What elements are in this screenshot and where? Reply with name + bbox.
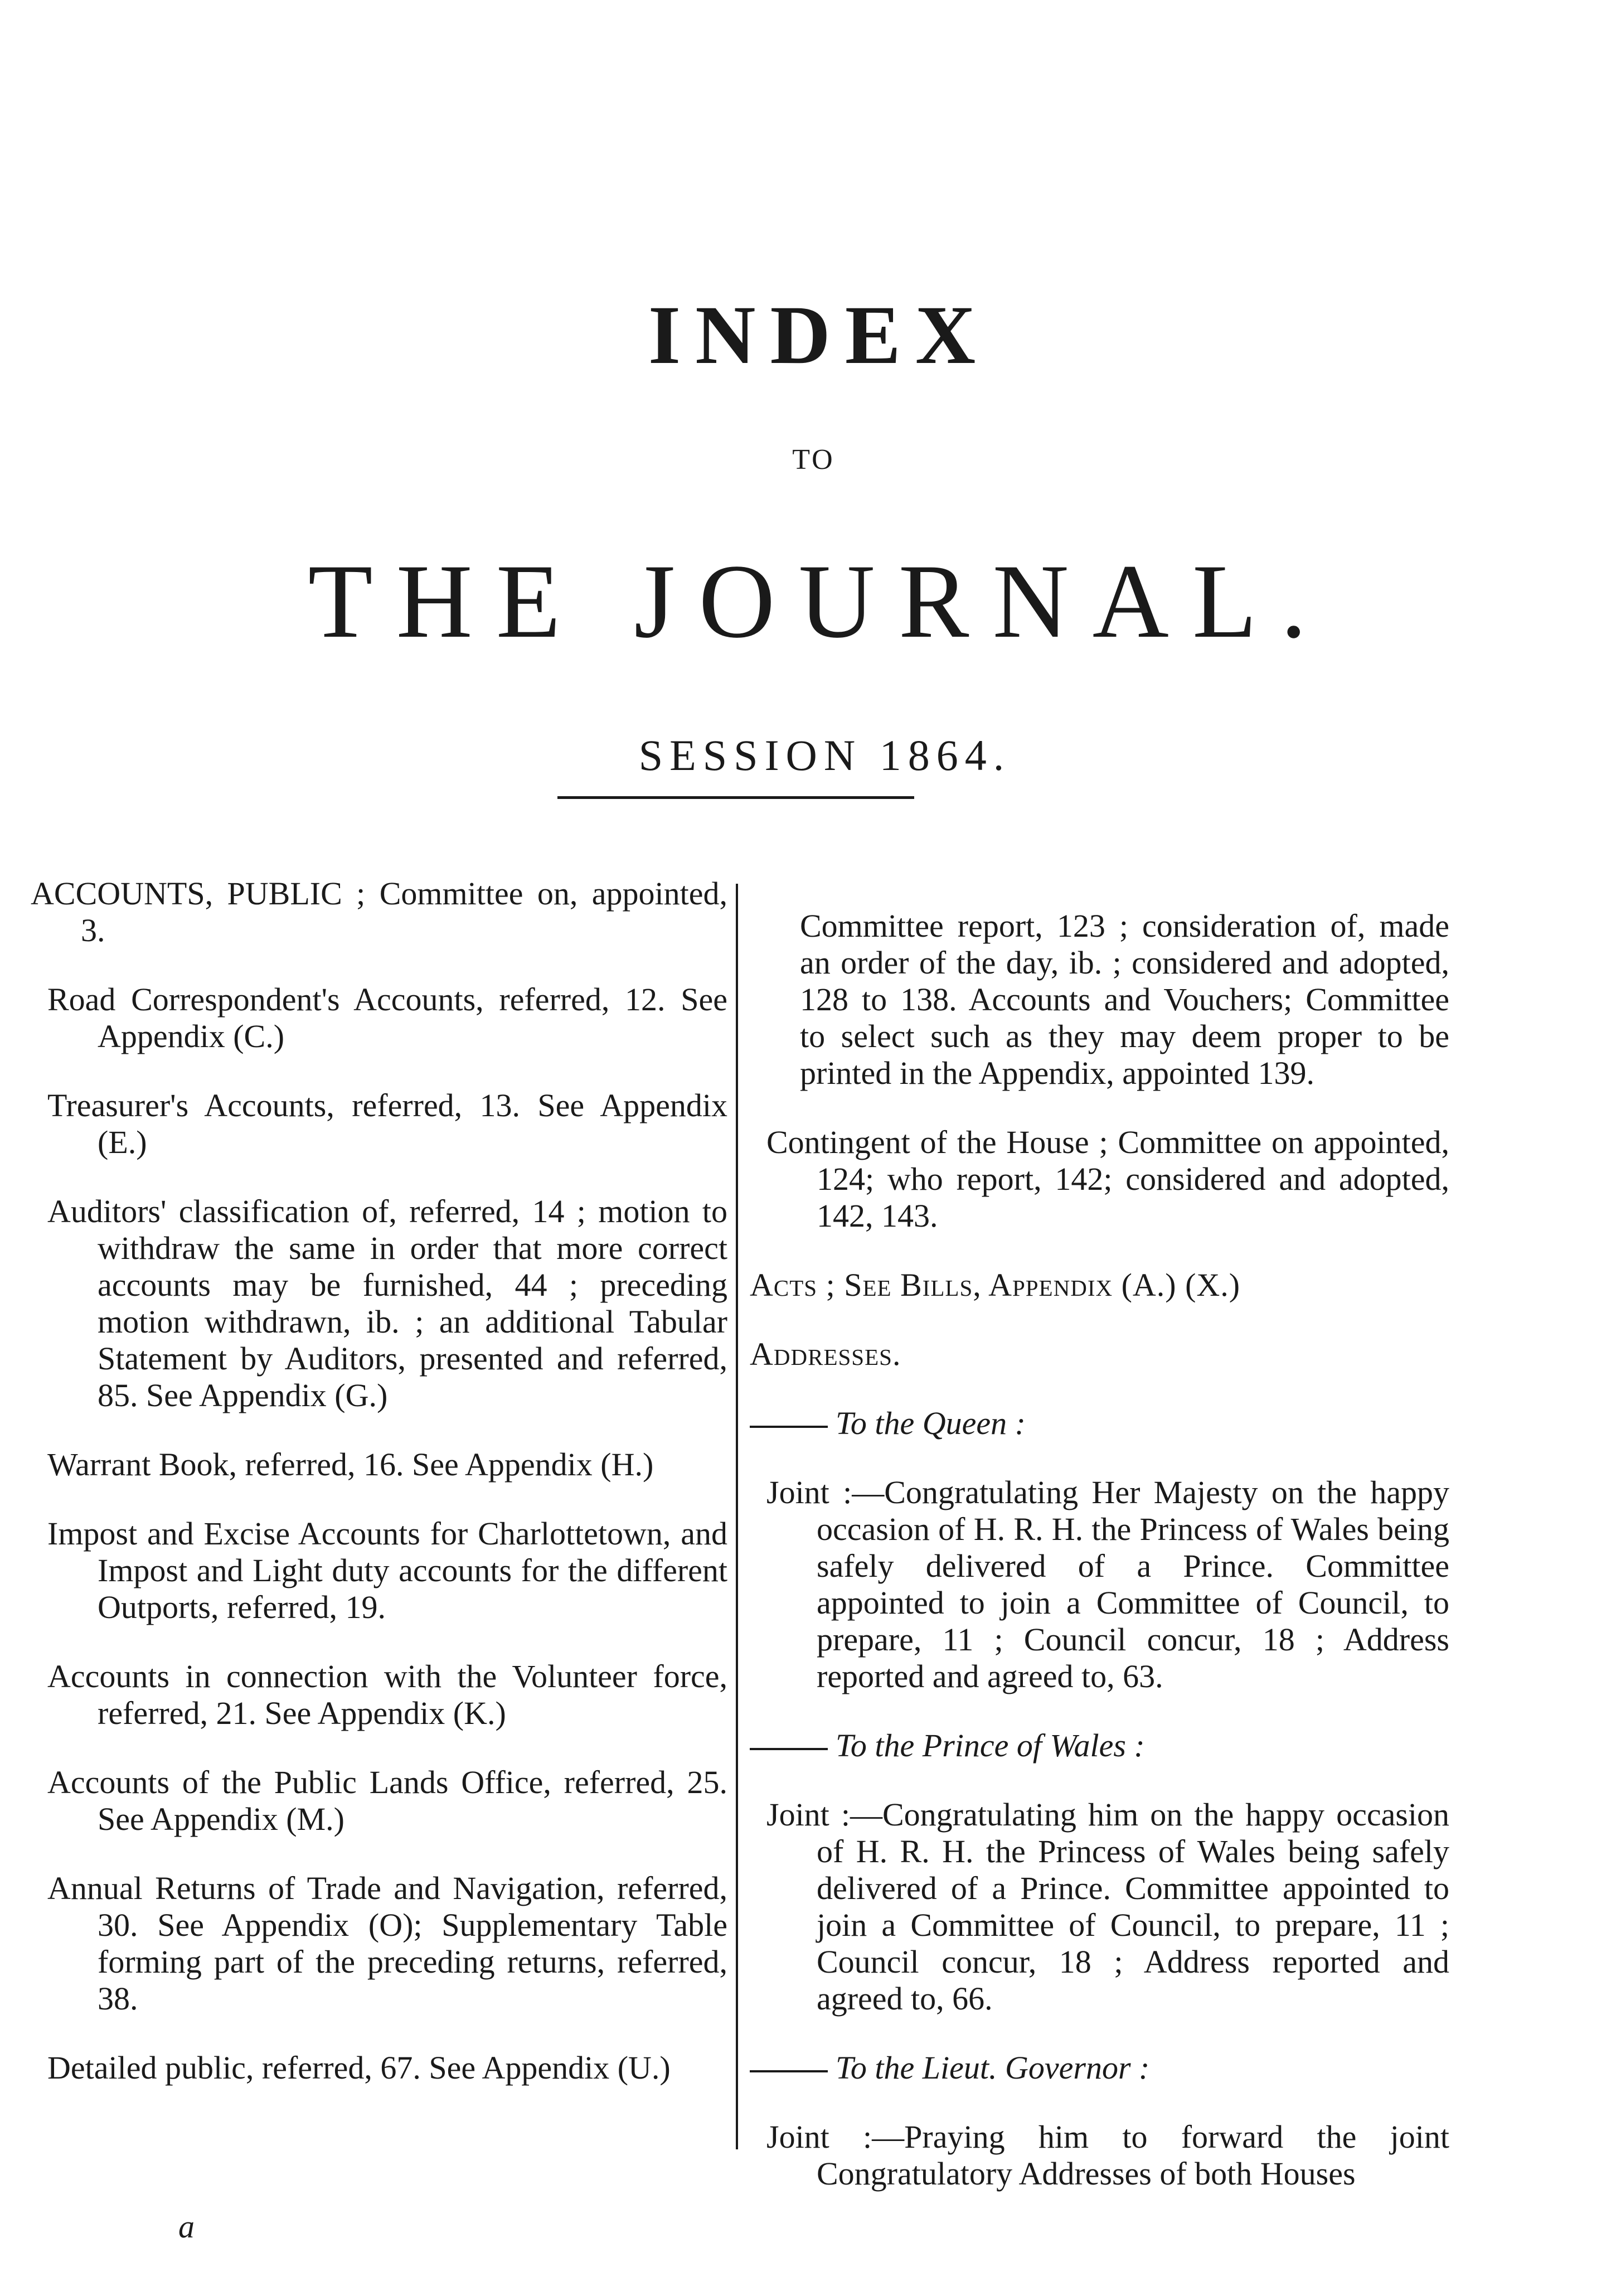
column-divider — [736, 884, 738, 2149]
index-entry-auditors: Auditors' classification of, referred, 14 ; motion to withdraw the same in order that more correct accounts may be furnished, 44 ; preceding motion withdrawn, ib. ; an additional Tabular Statement by Auditors, presented and referred, 85. See Appendix (G.) — [47, 1193, 727, 1413]
index-entry-impost-excise: Impost and Excise Accounts for Charlottetown, and Impost and Light duty accounts for the different Outports, referred, 19. — [47, 1515, 727, 1625]
left-column — [31, 875, 727, 2110]
subheading-to-queen — [750, 1405, 1449, 1442]
title-connector: TO — [792, 444, 835, 476]
index-heading-addresses: Addresses. — [750, 1336, 901, 1372]
index-entry-joint-queen: Joint :—Congratulating Her Majesty on the happy occasion of H. R. H. the Princess of Wales being safely delivered of a Prince. Committee appointed to join a Committee of Council, to prepare, 11 ; Council concur, 18 ; Address reported and agreed to, 63. — [766, 1474, 1449, 1694]
right-column — [750, 875, 1449, 2216]
dash-rule — [750, 1426, 828, 1428]
index-entry-acts: Acts ; See Bills, Appendix (A.) (X.) — [750, 1267, 1241, 1303]
index-entry-public-lands: Accounts of the Public Lands Office, referred, 25. See Appendix (M.) — [47, 1764, 727, 1837]
session-heading: SESSION 1864. — [638, 731, 1011, 779]
signature-mark: a — [178, 2208, 195, 2245]
index-entry-annual-returns: Annual Returns of Trade and Navigation, referred, 30. See Appendix (O); Supplementary Table forming part of the preceding returns, referred, 38. — [47, 1870, 727, 2017]
session-underline — [557, 796, 914, 799]
page-title: INDEX — [648, 289, 991, 381]
subheading-to-governor — [750, 2050, 1449, 2086]
index-entry-warrant-book: Warrant Book, referred, 16. See Appendix (H.) — [47, 1446, 654, 1483]
subheading-label: To the Queen : — [836, 1405, 1026, 1441]
subheading-to-prince — [750, 1727, 1449, 1764]
index-entry-accounts-public: ACCOUNTS, PUBLIC ; Committee on, appointed, 3. — [31, 875, 727, 948]
index-entry-joint-governor: Joint :—Praying him to forward the joint Congratulatory Addresses of both Houses — [766, 2119, 1449, 2192]
index-entry-road-accounts: Road Correspondent's Accounts, referred, 12. See Appendix (C.) — [47, 981, 727, 1054]
index-entry-contingent: Contingent of the House ; Committee on appointed, 124; who report, 142; considered and adopted, 142, 143. — [766, 1124, 1449, 1234]
subheading-label: To the Lieut. Governor : — [836, 2050, 1150, 2086]
index-entry-joint-prince: Joint :—Congratulating him on the happy occasion of H. R. H. the Princess of Wales being safely delivered of a Prince. Committee appointed to join a Committee of Council, to prepare, 11 ; Council concur, 18 ; Address reported and agreed to, 66. — [766, 1796, 1449, 2017]
index-entry-detailed-public: Detailed public, referred, 67. See Appendix (U.) — [47, 2050, 671, 2086]
journal-title: THE JOURNAL. — [308, 543, 1331, 660]
dash-rule — [750, 1748, 828, 1750]
subheading-label: To the Prince of Wales : — [836, 1727, 1145, 1764]
index-entry-volunteer-force: Accounts in connection with the Volunteer force, referred, 21. See Appendix (K.) — [47, 1658, 727, 1731]
dash-rule — [750, 2070, 828, 2072]
index-entry-committee-report: Committee report, 123 ; consideration of, made an order of the day, ib. ; considered and adopted, 128 to 138. Accounts and Vouchers; Committee to select such as they may deem proper to be printed in the Appendix, appointed 139. — [800, 908, 1449, 1091]
index-entry-treasurer-accounts: Treasurer's Accounts, referred, 13. See Appendix (E.) — [47, 1087, 727, 1160]
